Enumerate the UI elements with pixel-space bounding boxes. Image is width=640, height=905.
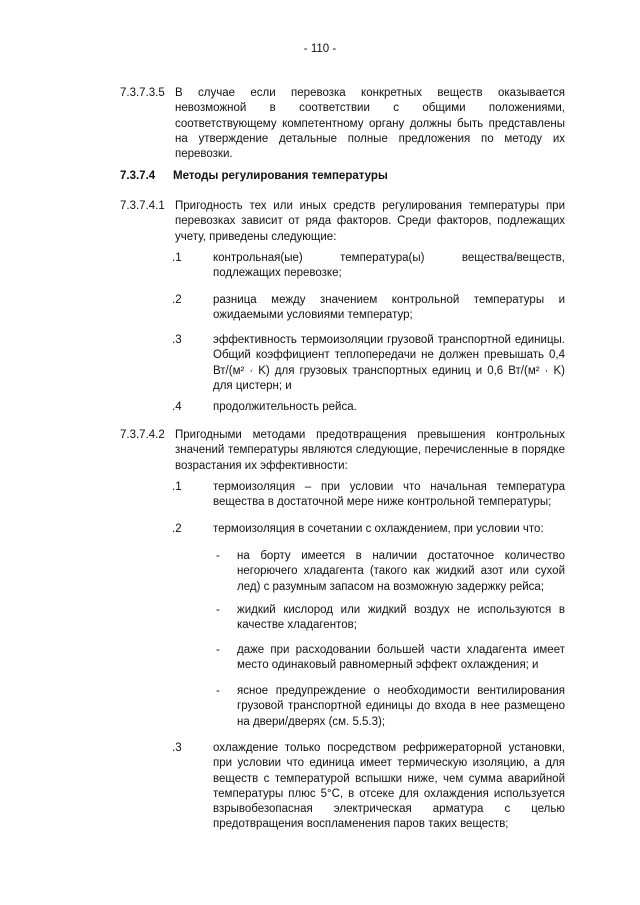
heading-title: Методы регулирования температуры — [173, 170, 388, 182]
paragraph-text: В случае если перевозка конкретных веществ оказывается невозможной в соответствии с общими положениями, соответствующему компетентному органу должны быть представлены на утверждение детальные полные предложения по методу их перевозки. — [175, 87, 565, 161]
list-item — [120, 251, 565, 282]
item-text: разница между значением контрольной температуры и ожидаемыми условиями температур; — [213, 294, 565, 322]
paragraph-number: 7.3.7.4.2 — [120, 429, 165, 441]
list-item — [120, 522, 565, 537]
bullet-text: даже при расходовании большей части хладагента имеет место одинаковый равномерный эффект охлаждения; и — [237, 644, 565, 672]
bullet-item — [120, 643, 565, 674]
item-number: .2 — [172, 523, 182, 535]
item-text: охлаждение только посредством рефрижераторной установки, при условии что единица имеет термическую изоляцию, а для веществ с температурой вспышки ниже, чем сумма аварийной температуры плюс 5°С, в отсеке для охлаждения используется взрывобезопасная электрическая арматура с целью предотвращения воспламенения паров таких веществ; — [213, 742, 565, 831]
item-number: .1 — [172, 252, 182, 264]
heading-number: 7.3.7.4 — [120, 170, 156, 182]
bullet-text: жидкий кислород или жидкий воздух не используются в качестве хладагентов; — [237, 604, 565, 632]
item-text: термоизоляция – при условии что начальная температура вещества в достаточной мере ниже контрольной температуры; — [213, 481, 565, 509]
paragraph-7-3-7-4-1 — [120, 199, 565, 245]
bullet-dash: - — [216, 550, 220, 562]
page-number: - 110 - — [303, 43, 337, 55]
bullet-text: ясное предупреждение о необходимости вентилирования грузовой транспортной единицы до входа в нее размещено на двери/дверях (см. 5.5.3); — [237, 685, 565, 728]
item-text: эффективность термоизоляции грузовой транспортной единицы. Общий коэффициент теплопередачи не должен превышать 0,4 Вт/(м² · K) для грузовых транспортных единиц и 0,6 Вт/(м² · K) для цистерн; и — [213, 334, 565, 392]
bullet-dash: - — [216, 604, 220, 616]
list-item — [120, 293, 565, 324]
section-heading — [120, 169, 388, 184]
paragraph-7-3-7-3-5 — [120, 86, 565, 162]
bullet-dash: - — [216, 644, 220, 656]
list-item — [120, 333, 565, 394]
item-number: .2 — [172, 294, 182, 306]
item-text: термоизоляция в сочетании с охлаждением, при условии что: — [213, 523, 544, 535]
bullet-item — [120, 684, 565, 730]
list-item — [120, 741, 565, 833]
paragraph-number: 7.3.7.3.5 — [120, 87, 165, 99]
bullet-item — [120, 603, 565, 634]
paragraph-7-3-7-4-2 — [120, 428, 565, 474]
bullet-dash: - — [216, 685, 220, 697]
item-number: .3 — [172, 742, 182, 754]
item-number: .4 — [172, 401, 182, 413]
item-number: .1 — [172, 481, 182, 493]
paragraph-text: Пригодными методами предотвращения превышения контрольных значений температуры являются следующие, перечисленные в порядке возрастания их эффективности: — [175, 429, 565, 472]
paragraph-number: 7.3.7.4.1 — [120, 200, 165, 212]
item-text: продолжительность рейса. — [213, 401, 357, 413]
bullet-item — [120, 549, 565, 595]
bullet-text: на борту имеется в наличии достаточное количество негорючего хладагента (такого как жидкий азот или сухой лед) с разумным запасом на возможную задержку рейса; — [237, 550, 565, 593]
list-item — [120, 400, 565, 415]
list-item — [120, 480, 565, 511]
item-number: .3 — [172, 334, 182, 346]
paragraph-text: Пригодность тех или иных средств регулирования температуры при перевозках зависит от ряда факторов. Среди факторов, подлежащих учету, приведены следующие: — [175, 200, 565, 243]
item-text: контрольная(ые) температура(ы) вещества/веществ, подлежащих перевозке; — [213, 252, 565, 280]
